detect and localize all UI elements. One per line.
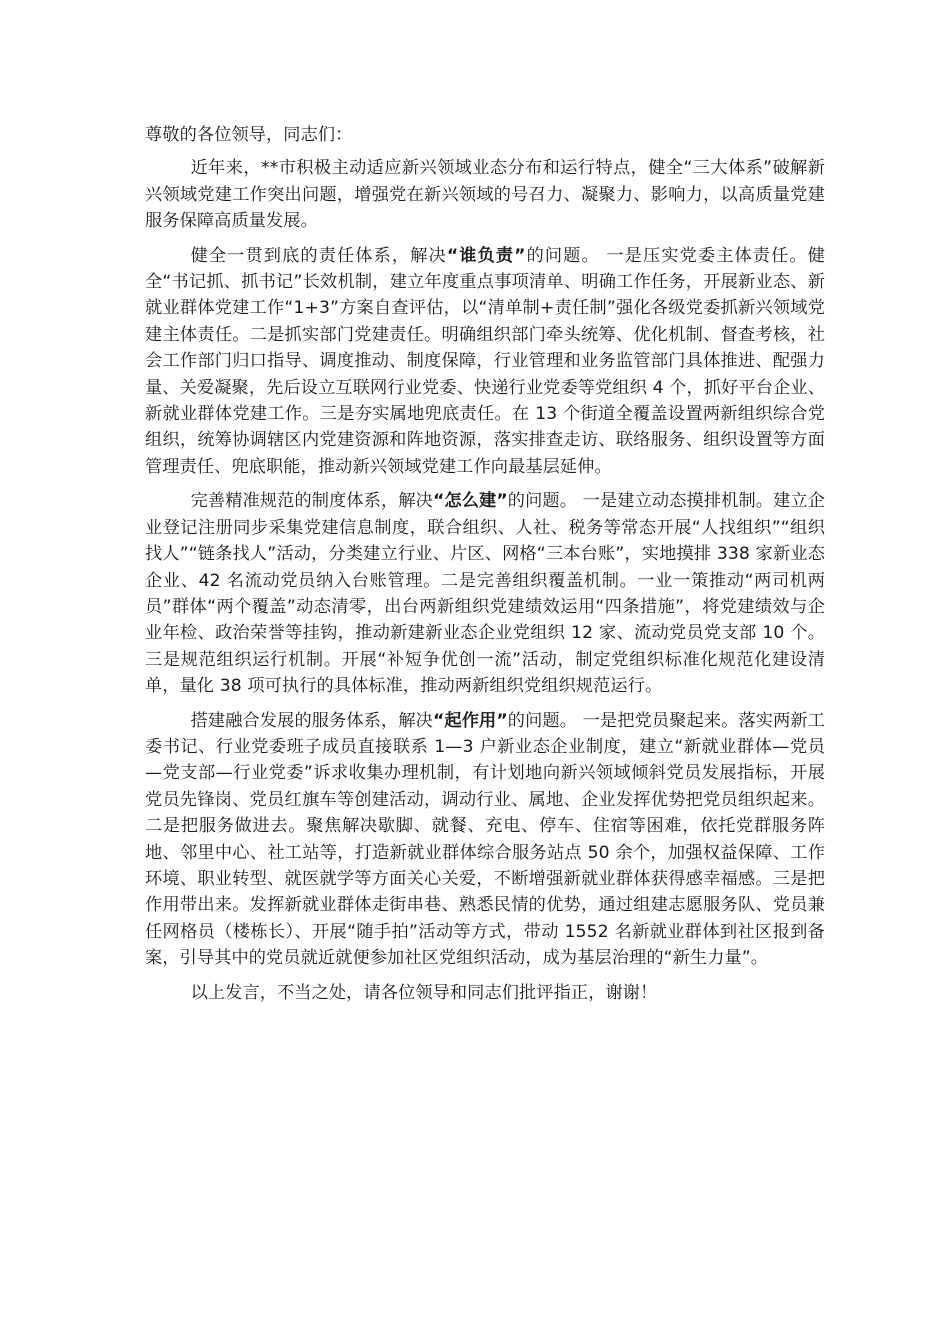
section-service-paragraph bbox=[145, 708, 825, 972]
section-heading-lead: 搭建融合发展的服务体系，解决 bbox=[190, 710, 433, 731]
section-heading-key: “怎么建” bbox=[432, 491, 508, 512]
section-body: 一是压实党委主体责任。健全“书记抓、抓书记”长效机制，建立年度重点事项清单、明确工作任务，开展新业态、新就业群体党建工作“1+3”方案自查评估，以“清单制+责任制”强化各级党委抓新兴领域党建主体责任。二是抓实部门党建责任。明确组织部门牵头统筹、优化机制、督查考核，社会工作部门归口指导、调度推动、制度保障，行业管理和业务监管部门具体推进、配强力量、关爱凝聚，先后设立互联网行业党委、快递行业党委等党组织 4 个，抓好平台企业、新就业群体党建工作。三是夯实属地兜底责任。在 13 个街道全覆盖设置两新组织综合党组织，统筹协调辖区内党建资源和阵地资源，落实排查走访、联络服务、组织设置等方面管理责任、兜底职能，推动新兴领域党建工作向最基层延伸。 bbox=[145, 245, 825, 477]
intro-paragraph: 近年来，**市积极主动适应新兴领域业态分布和运行特点，健全“三大体系”破解新兴领域党建工作突出问题，增强党在新兴领域的号召力、凝聚力、影响力，以高质量党建服务保障高质量发展。 bbox=[145, 158, 825, 232]
section-heading-tail: 的问题。 bbox=[525, 245, 600, 266]
section-body: 一是建立动态摸排机制。建立企业登记注册同步采集党建信息制度，联合组织、人社、税务等常态开展“人找组织”“组织找人”“链条找人”活动，分类建立行业、片区、网格“三本台账”，实地摸排 338 家新业态企业、42 名流动党员纳入台账管理。二是完善组织覆盖机制。一业一策推动“两司机两员”群体“两个覆盖”动态清零，出台两新组织党建绩效运用“四条措施”，将党建绩效与企业年检、政治荣誉等挂钩，推动新建新业态企业党组织 12 家、流动党员党支部 10 个。三是规范组织运行机制。开展“补短争优创一流”活动，制定党组织标准化规范化建设清单，量化 38 项可执行的具体标准，推动两新组织党组织规范运行。 bbox=[145, 491, 825, 697]
greeting: 尊敬的各位领导，同志们： bbox=[145, 125, 353, 145]
section-system-paragraph bbox=[145, 488, 825, 699]
section-heading-key: “起作用” bbox=[432, 710, 508, 731]
section-heading-tail: 的问题。 bbox=[507, 710, 578, 731]
section-heading-lead: 健全一贯到底的责任体系，解决 bbox=[190, 245, 447, 266]
document-page bbox=[145, 122, 825, 1006]
section-heading-key: “谁负责” bbox=[446, 245, 526, 266]
section-responsibility-paragraph bbox=[145, 243, 825, 481]
section-body: 一是把党员聚起来。落实两新工委书记、行业党委班子成员直接联系 1—3 户新业态企业制度，建立“新就业群体—党员—党支部—行业党委”诉求收集办理机制，有计划地向新兴领域倾斜党员发展指标，开展党员先锋岗、党员红旗车等创建活动，调动行业、属地、企业发挥优势把党员组织起来。二是把服务做进去。聚焦解决歇脚、就餐、充电、停车、住宿等困难，依托党群服务阵地、邻里中心、社工站等，打造新就业群体综合服务站点 50 余个，加强权益保障、工作环境、职业转型、就医就学等方面关心关爱，不断增强新就业群体获得感幸福感。三是把作用带出来。发挥新就业群体走街串巷、熟悉民情的优势，通过组建志愿服务队、党员兼任网格员（楼栋长）、开展“随手拍”活动等方式，带动 1552 名新就业群体到社区报到备案，引导其中的党员就近就便参加社区党组织活动，成为基层治理的“新生力量”。 bbox=[145, 710, 825, 969]
section-heading-lead: 完善精准规范的制度体系，解决 bbox=[190, 491, 433, 512]
closing-paragraph: 以上发言，不当之处，请各位领导和同志们批评指正，谢谢！ bbox=[190, 982, 658, 1003]
section-heading-tail: 的问题。 bbox=[507, 491, 578, 512]
